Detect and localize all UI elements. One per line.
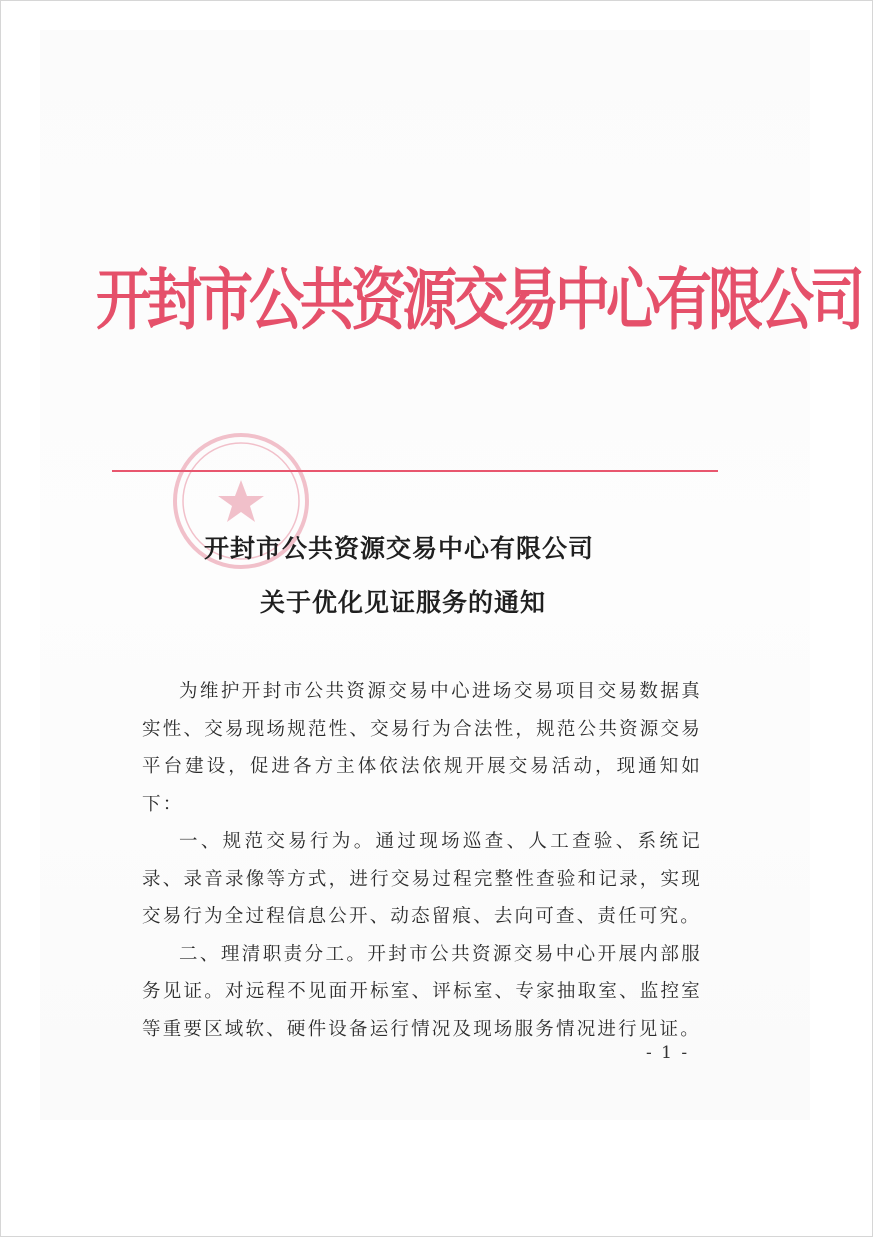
- letterhead-title: 开封市公共资源交易中心有限公司: [96, 260, 862, 340]
- body-paragraph: 为维护开封市公共资源交易中心进场交易项目交易数据真实性、交易现场规范性、交易行为合法性，规范公共资源交易平台建设，促进各方主体依法依规开展交易活动，现通知如下：: [142, 681, 702, 815]
- title-line-1: 开封市公共资源交易中心有限公司: [204, 534, 595, 563]
- star-icon: [218, 480, 264, 522]
- page-number: - 1 -: [646, 1043, 690, 1063]
- notice-title: [140, 522, 750, 630]
- body-paragraph: 一、规范交易行为。通过现场巡查、人工查验、系统记录、录音录像等方式，进行交易过程完整性查验和记录，实现交易行为全过程信息公开、动态留痕、去向可查、责任可究。: [142, 831, 702, 927]
- title-line-2: 关于优化见证服务的通知: [260, 588, 547, 617]
- notice-body: [142, 673, 702, 1048]
- body-paragraph: 二、理清职责分工。开封市公共资源交易中心开展内部服务见证。对远程不见面开标室、评标室、专家抽取室、监控室等重要区域软、硬件设备运行情况及现场服务情况进行见证。: [142, 943, 702, 1040]
